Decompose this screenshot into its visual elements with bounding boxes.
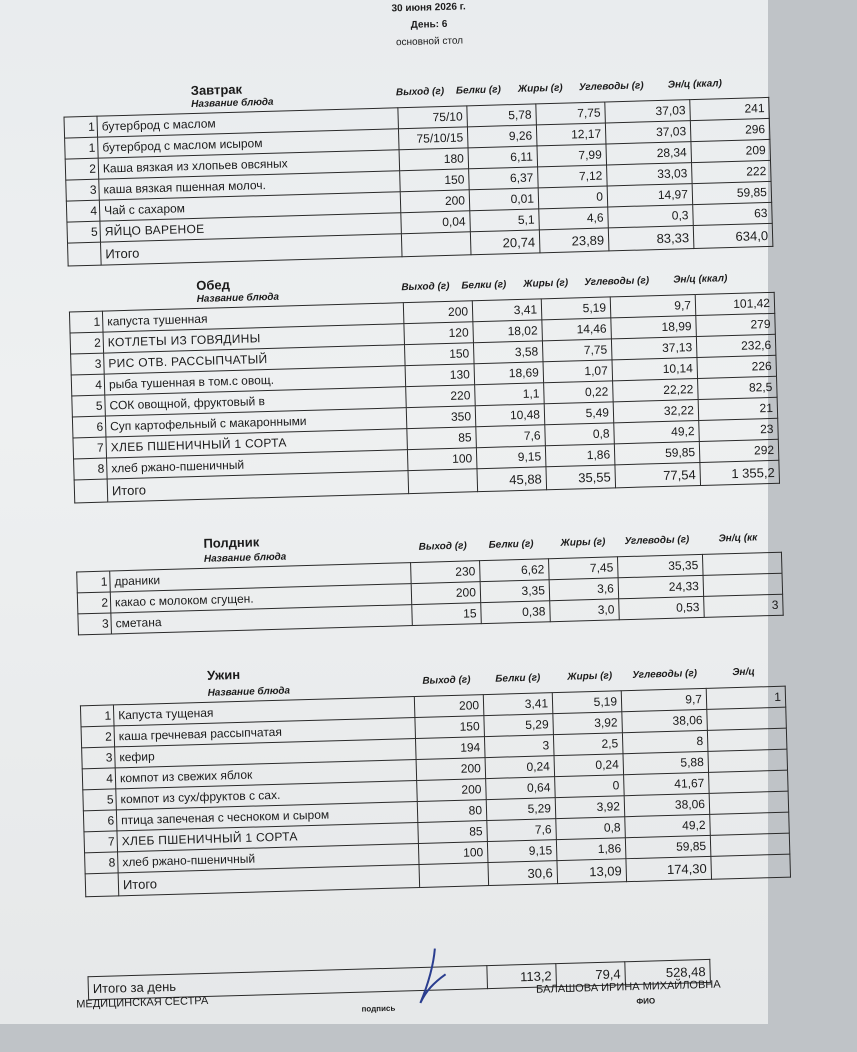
col-fat-header: Жиры (г) bbox=[523, 277, 569, 290]
day-total-fat: 79,4 bbox=[556, 962, 626, 987]
day-total-label: Итого за день bbox=[88, 966, 487, 1000]
dish-fat: 14,46 bbox=[542, 318, 612, 341]
dish-protein: 7,6 bbox=[476, 425, 546, 448]
day-total-carbs: 528,48 bbox=[625, 959, 711, 984]
row-number: 3 bbox=[78, 613, 112, 635]
dish-carbs: 10,14 bbox=[612, 358, 698, 381]
dish-carbs: 35,35 bbox=[617, 554, 703, 577]
col-fat-header: Жиры (г) bbox=[567, 670, 613, 683]
dish-output: 15 bbox=[412, 603, 482, 626]
dish-protein: 6,62 bbox=[480, 559, 550, 582]
dish-name: компот из сух/фруктов с сах. bbox=[116, 781, 417, 810]
dish-fat: 3,92 bbox=[553, 712, 623, 735]
col-fat-header: Жиры (г) bbox=[517, 82, 563, 95]
row-number: 7 bbox=[73, 437, 107, 459]
dish-protein: 18,02 bbox=[473, 320, 543, 343]
dish-protein: 6,37 bbox=[469, 167, 539, 190]
row-number: 3 bbox=[82, 747, 116, 769]
row-number: 5 bbox=[67, 221, 101, 243]
dish-name: Суп картофельный с макаронными bbox=[105, 408, 406, 437]
total-carbs: 174,30 bbox=[626, 856, 712, 881]
dish-protein: 1,1 bbox=[475, 383, 545, 406]
dish-name: каша гречневая рассыпчатая bbox=[114, 718, 415, 747]
dish-energy: 63 bbox=[693, 202, 773, 225]
section-title: Полдник bbox=[203, 534, 260, 551]
dish-energy: 21 bbox=[698, 397, 778, 420]
col-carbs-header: Углеводы (г) bbox=[584, 275, 650, 289]
dish-output: 200 bbox=[417, 779, 487, 802]
name-caption: ФИО bbox=[636, 996, 656, 1006]
dish-carbs: 33,03 bbox=[607, 163, 693, 186]
menu-header bbox=[318, 0, 540, 50]
dish-carbs: 49,2 bbox=[625, 814, 711, 837]
dish-output: 180 bbox=[399, 148, 469, 171]
col-protein-header: Белки (г) bbox=[455, 84, 502, 97]
dish-fat: 0 bbox=[538, 186, 608, 209]
dish-carbs: 38,06 bbox=[622, 709, 708, 732]
dish-name: Чай с сахаром bbox=[99, 192, 400, 221]
dish-name: ЯЙЦО ВАРЕНОЕ bbox=[100, 213, 401, 242]
dish-output: 85 bbox=[407, 427, 477, 450]
dish-fat: 3,6 bbox=[549, 578, 619, 601]
row-number: 4 bbox=[66, 200, 100, 222]
dish-energy bbox=[708, 749, 788, 772]
total-label: Итого bbox=[107, 471, 409, 502]
col-name-header: Название блюда bbox=[207, 685, 291, 699]
total-fat: 23,89 bbox=[539, 228, 609, 253]
signature-role: МЕДИЦИНСКАЯ СЕСТРА bbox=[76, 994, 209, 1011]
col-output-header: Выход (г) bbox=[418, 540, 467, 553]
dish-output: 200 bbox=[411, 582, 481, 605]
dish-energy bbox=[709, 791, 789, 814]
dish-output: 150 bbox=[400, 169, 470, 192]
row-number: 1 bbox=[65, 137, 99, 159]
dish-carbs: 49,2 bbox=[614, 420, 700, 443]
dish-fat: 0,22 bbox=[544, 381, 614, 404]
dish-fat: 12,17 bbox=[536, 123, 606, 146]
dish-name: хлеб ржано-пшеничный bbox=[118, 843, 419, 872]
dish-fat: 7,12 bbox=[538, 165, 608, 188]
dish-name: птица запеченая с чесноком и сыром bbox=[116, 802, 417, 831]
day-total-protein: 113,2 bbox=[487, 964, 557, 989]
dish-name: Капуста тущеная bbox=[113, 697, 414, 726]
dish-protein: 3,58 bbox=[473, 341, 543, 364]
dish-carbs: 37,13 bbox=[611, 337, 697, 360]
dish-protein: 9,15 bbox=[476, 446, 546, 469]
dish-fat: 0,8 bbox=[556, 817, 626, 840]
dinner-table bbox=[80, 686, 791, 898]
dish-protein: 0,01 bbox=[469, 188, 539, 211]
dish-carbs: 37,03 bbox=[605, 100, 691, 123]
dish-output: 200 bbox=[403, 301, 473, 324]
col-carbs-header: Углеводы (г) bbox=[624, 534, 690, 548]
dish-carbs: 37,03 bbox=[605, 121, 691, 144]
dish-carbs: 24,33 bbox=[618, 575, 704, 598]
col-energy-header: Эн/ц (ккал) bbox=[667, 78, 723, 91]
dish-fat: 5,19 bbox=[541, 297, 611, 320]
dish-energy: 101,42 bbox=[695, 292, 775, 315]
col-protein-header: Белки (г) bbox=[461, 279, 507, 292]
menu-sheet bbox=[48, 0, 857, 1052]
col-name-header: Название блюда bbox=[203, 551, 287, 565]
dish-name: каша вязкая пшенная молоч. bbox=[99, 171, 400, 200]
row-number: 2 bbox=[65, 158, 99, 180]
section-breakfast bbox=[51, 66, 811, 261]
total-protein: 20,74 bbox=[470, 230, 540, 255]
section-lunch bbox=[56, 261, 816, 498]
dish-fat: 7,99 bbox=[537, 144, 607, 167]
dish-carbs: 5,88 bbox=[623, 751, 709, 774]
dish-protein: 5,1 bbox=[470, 209, 540, 232]
dish-protein: 6,11 bbox=[468, 146, 538, 169]
dish-carbs: 14,97 bbox=[607, 184, 693, 207]
day-value: 6 bbox=[441, 18, 448, 31]
menu-date: 30 июня 2026 г. bbox=[391, 1, 466, 15]
section-snack bbox=[63, 519, 823, 631]
row-number: 8 bbox=[74, 458, 108, 480]
section-dinner bbox=[67, 651, 827, 892]
dish-name: бутерброд с маслом bbox=[97, 108, 398, 137]
dish-output: 194 bbox=[415, 737, 485, 760]
dish-output: 75/10 bbox=[398, 106, 468, 129]
dish-protein: 18,69 bbox=[474, 362, 544, 385]
dish-protein: 5,78 bbox=[467, 104, 537, 127]
dish-output: 85 bbox=[418, 821, 488, 844]
dish-carbs: 59,85 bbox=[625, 835, 711, 858]
total-spacer bbox=[68, 242, 102, 266]
total-label: Итого bbox=[118, 864, 420, 895]
dish-protein: 9,15 bbox=[487, 840, 557, 863]
col-output-header: Выход (г) bbox=[401, 280, 450, 294]
total-output-empty bbox=[408, 469, 478, 494]
dish-fat: 7,75 bbox=[536, 102, 606, 125]
dish-energy bbox=[702, 552, 782, 575]
dish-energy: 232,6 bbox=[696, 334, 776, 357]
lunch-table bbox=[69, 292, 780, 504]
menu-day bbox=[319, 16, 539, 33]
col-output-header: Выход (г) bbox=[422, 674, 471, 687]
dish-energy bbox=[709, 770, 789, 793]
dish-output: 100 bbox=[407, 448, 477, 471]
dish-energy: 209 bbox=[691, 139, 771, 162]
dish-energy bbox=[710, 812, 790, 835]
row-number: 3 bbox=[71, 353, 105, 375]
dish-carbs: 0,53 bbox=[619, 596, 705, 619]
dish-carbs: 59,85 bbox=[614, 441, 700, 464]
dish-energy: 82,5 bbox=[698, 376, 778, 399]
dish-name: КОТЛЕТЫ ИЗ ГОВЯДИНЫ bbox=[103, 324, 404, 353]
dish-name: компот из свежих яблок bbox=[115, 760, 416, 789]
dish-energy bbox=[707, 728, 787, 751]
dish-energy bbox=[710, 833, 790, 856]
dish-protein: 5,29 bbox=[484, 714, 554, 737]
section-title: Ужин bbox=[206, 666, 241, 683]
dish-output: 350 bbox=[406, 406, 476, 429]
section-title: Завтрак bbox=[190, 81, 243, 99]
total-protein: 30,6 bbox=[488, 861, 558, 886]
dish-output: 150 bbox=[415, 716, 485, 739]
dish-fat: 2,5 bbox=[553, 733, 623, 756]
total-carbs: 77,54 bbox=[615, 462, 701, 487]
dish-fat: 3,0 bbox=[550, 599, 620, 622]
row-number: 2 bbox=[77, 592, 111, 614]
dish-name: драники bbox=[110, 563, 411, 592]
dish-name: кефир bbox=[115, 739, 416, 768]
dish-output: 200 bbox=[414, 695, 484, 718]
dish-protein: 3 bbox=[484, 735, 554, 758]
dish-carbs: 28,34 bbox=[606, 142, 692, 165]
snack-table bbox=[76, 552, 784, 636]
dish-protein: 3,41 bbox=[483, 693, 553, 716]
dish-protein: 9,26 bbox=[467, 125, 537, 148]
signature-caption: подпись bbox=[361, 1003, 396, 1014]
col-output-header: Выход (г) bbox=[395, 85, 445, 99]
col-carbs-header: Углеводы (г) bbox=[632, 668, 698, 681]
dish-energy: 222 bbox=[692, 160, 772, 183]
row-number: 2 bbox=[70, 332, 104, 354]
dish-energy: 3 bbox=[704, 594, 784, 617]
dish-name: какао с молоком сгущен. bbox=[110, 584, 411, 613]
dish-fat: 1,86 bbox=[545, 444, 615, 467]
day-total-block bbox=[76, 955, 836, 1014]
dish-carbs: 22,22 bbox=[613, 379, 699, 402]
row-number: 5 bbox=[72, 395, 106, 417]
dish-carbs: 9,7 bbox=[621, 688, 707, 711]
dish-output: 150 bbox=[404, 343, 474, 366]
total-fat: 35,55 bbox=[546, 465, 616, 490]
row-number: 4 bbox=[82, 768, 116, 790]
dish-protein: 3,35 bbox=[480, 580, 550, 603]
dish-fat: 1,86 bbox=[556, 838, 626, 861]
dish-fat: 1,07 bbox=[543, 360, 613, 383]
total-energy: 1 355,2 bbox=[700, 460, 780, 485]
dish-name: рыба тушенная в том.с овощ. bbox=[104, 366, 405, 395]
day-label: День: bbox=[410, 19, 440, 31]
col-energy-header: Эн/ц (ккал) bbox=[673, 273, 728, 286]
dish-output: 220 bbox=[406, 385, 476, 408]
dish-name: бутерброд с маслом исыром bbox=[98, 129, 399, 158]
col-name-header: Название блюда bbox=[191, 96, 274, 111]
total-fat: 13,09 bbox=[557, 859, 627, 884]
total-output-empty bbox=[401, 232, 471, 257]
dish-energy: 226 bbox=[697, 355, 777, 378]
row-number: 6 bbox=[72, 416, 106, 438]
dish-carbs: 32,22 bbox=[613, 400, 699, 423]
total-spacer bbox=[85, 873, 119, 897]
dish-energy: 296 bbox=[690, 118, 770, 141]
row-number: 7 bbox=[84, 831, 118, 853]
row-number: 5 bbox=[83, 789, 117, 811]
dish-carbs: 8 bbox=[622, 730, 708, 753]
dish-output: 130 bbox=[405, 364, 475, 387]
dish-energy: 292 bbox=[699, 439, 779, 462]
breakfast-table bbox=[63, 97, 773, 267]
total-energy bbox=[711, 854, 791, 879]
dish-energy: 279 bbox=[696, 313, 776, 336]
dish-protein: 5,29 bbox=[486, 798, 556, 821]
dish-name: капуста тушенная bbox=[102, 303, 403, 332]
dish-name: ХЛЕБ ПШЕНИЧНЫЙ 1 СОРТА bbox=[106, 429, 407, 458]
col-protein-header: Белки (г) bbox=[495, 672, 541, 685]
dish-output: 200 bbox=[400, 190, 470, 213]
dish-output: 230 bbox=[411, 561, 481, 584]
dish-protein: 0,24 bbox=[485, 756, 555, 779]
dish-carbs: 38,06 bbox=[624, 793, 710, 816]
row-number: 4 bbox=[71, 374, 105, 396]
row-number: 3 bbox=[66, 179, 100, 201]
signature-name: БАЛАШОВА ИРИНА МИХАЙЛОВНА bbox=[535, 978, 721, 996]
dish-fat: 5,19 bbox=[552, 691, 622, 714]
col-carbs-header: Углеводы (г) bbox=[578, 80, 644, 94]
dish-energy: 59,85 bbox=[692, 181, 772, 204]
dish-name: ХЛЕБ ПШЕНИЧНЫЙ 1 СОРТА bbox=[117, 822, 418, 851]
dish-fat: 4,6 bbox=[539, 207, 609, 230]
dish-protein: 0,38 bbox=[481, 601, 551, 624]
dish-fat: 7,75 bbox=[542, 339, 612, 362]
dish-name: РИС ОТВ. РАССЫПЧАТЫЙ bbox=[104, 345, 405, 374]
dish-output: 0,04 bbox=[401, 211, 471, 234]
dish-protein: 3,41 bbox=[472, 299, 542, 322]
handwritten-signature-icon bbox=[405, 946, 467, 1008]
col-name-header: Название блюда bbox=[196, 291, 280, 305]
day-total-row bbox=[88, 959, 710, 999]
row-number: 8 bbox=[85, 852, 119, 874]
dish-fat: 0,8 bbox=[545, 423, 615, 446]
dish-carbs: 41,67 bbox=[624, 772, 710, 795]
dish-energy: 1 bbox=[706, 686, 786, 709]
dish-output: 80 bbox=[417, 800, 487, 823]
col-fat-header: Жиры (г) bbox=[560, 536, 606, 549]
dish-name: хлеб ржано-пшеничный bbox=[107, 450, 408, 479]
col-energy-header: Эн/ц bbox=[732, 666, 755, 679]
dish-fat: 5,49 bbox=[544, 402, 614, 425]
total-spacer bbox=[74, 479, 108, 503]
dish-carbs: 9,7 bbox=[610, 295, 696, 318]
row-number: 1 bbox=[64, 116, 98, 138]
col-protein-header: Белки (г) bbox=[488, 538, 534, 551]
row-number: 1 bbox=[69, 311, 103, 333]
total-energy: 634,0 bbox=[693, 223, 773, 248]
dish-energy bbox=[707, 707, 787, 730]
dish-output: 200 bbox=[416, 758, 486, 781]
dish-carbs: 0,3 bbox=[608, 205, 694, 228]
dish-output: 120 bbox=[404, 322, 474, 345]
total-label: Итого bbox=[101, 234, 403, 265]
row-number: 1 bbox=[80, 705, 114, 727]
dish-name: СОК овощной, фруктовый в bbox=[105, 387, 406, 416]
total-carbs: 83,33 bbox=[608, 226, 694, 251]
dish-fat: 0 bbox=[555, 775, 625, 798]
dish-fat: 3,92 bbox=[555, 796, 625, 819]
table-type: основной стол bbox=[395, 35, 464, 49]
dish-name: Каша вязкая из хлопьев овсяных bbox=[98, 150, 399, 179]
total-output-empty bbox=[419, 863, 489, 888]
dish-energy: 23 bbox=[699, 418, 779, 441]
dish-output: 75/10/15 bbox=[398, 127, 468, 150]
dish-fat: 0,24 bbox=[554, 754, 624, 777]
row-number: 1 bbox=[77, 571, 111, 593]
dish-output: 100 bbox=[418, 842, 488, 865]
dish-energy bbox=[703, 573, 783, 596]
section-title: Обед bbox=[196, 277, 231, 293]
row-number: 6 bbox=[83, 810, 117, 832]
total-protein: 45,88 bbox=[477, 467, 547, 492]
dish-fat: 7,45 bbox=[549, 557, 619, 580]
dish-protein: 10,48 bbox=[475, 404, 545, 427]
col-energy-header: Эн/ц (кк bbox=[718, 532, 758, 545]
day-total-table bbox=[87, 959, 710, 1000]
dish-energy: 241 bbox=[690, 97, 770, 120]
dish-protein: 7,6 bbox=[487, 819, 557, 842]
dish-name: сметана bbox=[111, 605, 412, 634]
dish-carbs: 18,99 bbox=[611, 316, 697, 339]
row-number: 2 bbox=[81, 726, 115, 748]
dish-protein: 0,64 bbox=[486, 777, 556, 800]
